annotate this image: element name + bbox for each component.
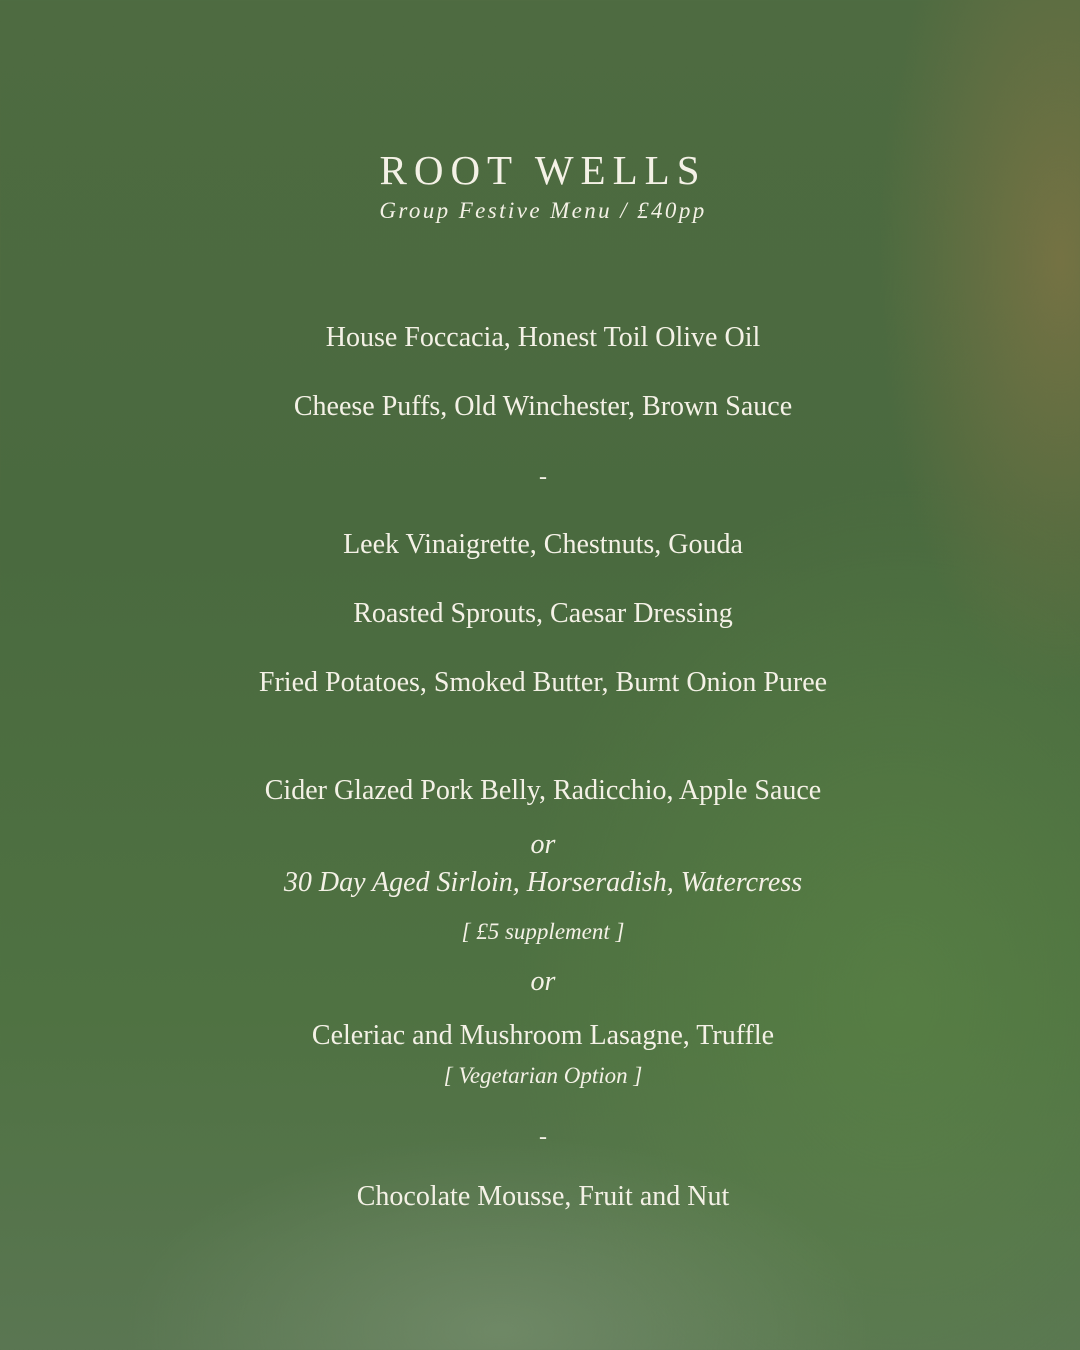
- snack-item-1: House Foccacia, Honest Toil Olive Oil: [325, 322, 761, 353]
- main-option-2: 30 Day Aged Sirloin, Horseradish, Watercress: [283, 867, 803, 898]
- main-option-1: Cider Glazed Pork Belly, Radicchio, Apple Sauce: [264, 775, 822, 806]
- starter-item-3: Fried Potatoes, Smoked Butter, Burnt Onion Puree: [258, 667, 828, 698]
- menu-subtitle: Group Festive Menu / £40pp: [379, 198, 707, 223]
- course-separator-2: -: [539, 1124, 547, 1150]
- main-option-3-note: [ Vegetarian Option ]: [443, 1063, 643, 1088]
- main-option-3: Celeriac and Mushroom Lasagne, Truffle: [311, 1020, 775, 1051]
- main-or-1: or: [530, 829, 556, 860]
- snack-item-2: Cheese Puffs, Old Winchester, Brown Sauce: [293, 391, 793, 422]
- starter-item-2: Roasted Sprouts, Caesar Dressing: [353, 598, 733, 629]
- starter-item-1: Leek Vinaigrette, Chestnuts, Gouda: [343, 529, 743, 560]
- main-option-2-note: [ £5 supplement ]: [461, 919, 625, 944]
- main-or-2: or: [530, 966, 556, 997]
- restaurant-title: ROOT WELLS: [379, 147, 707, 193]
- dessert-item: Chocolate Mousse, Fruit and Nut: [356, 1181, 730, 1212]
- course-separator-1: -: [539, 464, 547, 490]
